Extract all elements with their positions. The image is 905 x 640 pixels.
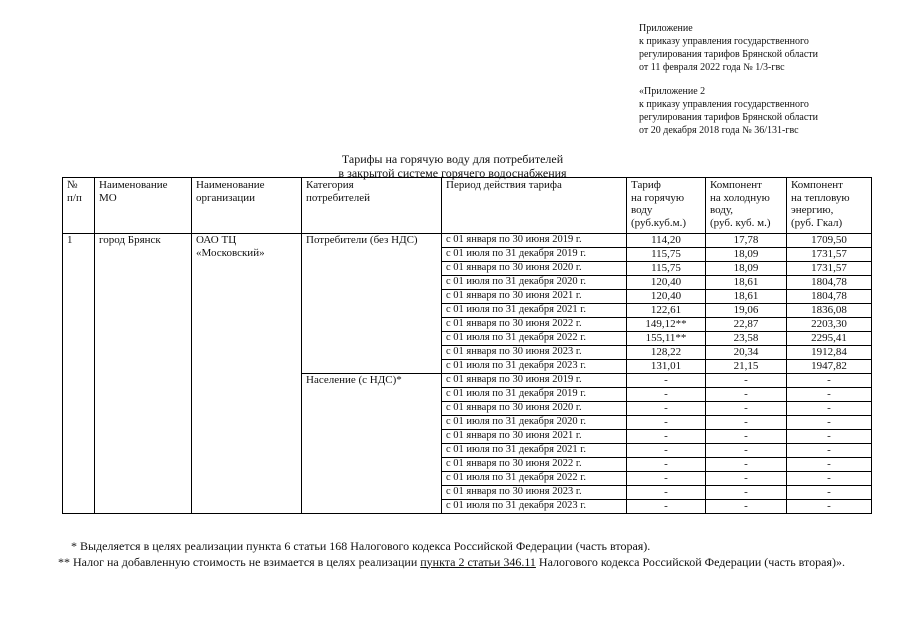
cold-water-component: 17,78 bbox=[706, 234, 787, 248]
tariff-period: с 01 января по 30 июня 2023 г. bbox=[442, 486, 627, 500]
heat-energy-component: - bbox=[787, 374, 872, 388]
tariff-period: с 01 июля по 31 декабря 2022 г. bbox=[442, 332, 627, 346]
heat-energy-component: 1804,78 bbox=[787, 276, 872, 290]
tariff-period: с 01 июля по 31 декабря 2021 г. bbox=[442, 444, 627, 458]
header-line: от 20 декабря 2018 года № 36/131-гвс bbox=[639, 125, 799, 136]
header-line: регулирования тарифов Брянской области bbox=[639, 49, 819, 60]
hot-water-tariff: 120,40 bbox=[627, 276, 706, 290]
organization: ОАО ТЦ «Московский» bbox=[192, 234, 302, 514]
cold-water-component: 20,34 bbox=[706, 346, 787, 360]
heat-energy-component: - bbox=[787, 430, 872, 444]
heat-energy-component: 1836,08 bbox=[787, 304, 872, 318]
table-row bbox=[63, 234, 872, 248]
hot-water-tariff: 120,40 bbox=[627, 290, 706, 304]
tariff-period: с 01 января по 30 июня 2019 г. bbox=[442, 234, 627, 248]
tariff-period: с 01 января по 30 июня 2023 г. bbox=[442, 346, 627, 360]
cold-water-component: - bbox=[706, 444, 787, 458]
tariff-period: с 01 июля по 31 декабря 2021 г. bbox=[442, 304, 627, 318]
tariff-period: с 01 июля по 31 декабря 2019 г. bbox=[442, 248, 627, 262]
header-num: № п/п bbox=[63, 178, 95, 234]
tariff-period: с 01 января по 30 июня 2020 г. bbox=[442, 402, 627, 416]
heat-energy-component: 2295,41 bbox=[787, 332, 872, 346]
tariff-period: с 01 января по 30 июня 2022 г. bbox=[442, 458, 627, 472]
heat-energy-component: - bbox=[787, 388, 872, 402]
hot-water-tariff: - bbox=[627, 416, 706, 430]
tariff-table bbox=[62, 177, 872, 514]
header-line: Приложение bbox=[639, 23, 693, 34]
hot-water-tariff: - bbox=[627, 402, 706, 416]
document-subtitle: в закрытой системе горячего водоснабжения bbox=[338, 166, 567, 180]
cold-water-component: 18,61 bbox=[706, 290, 787, 304]
hot-water-tariff: - bbox=[627, 486, 706, 500]
cold-water-component: - bbox=[706, 430, 787, 444]
heat-energy-component: 1804,78 bbox=[787, 290, 872, 304]
tariff-period: с 01 января по 30 июня 2021 г. bbox=[442, 290, 627, 304]
order-header bbox=[639, 22, 818, 74]
cold-water-component: - bbox=[706, 416, 787, 430]
heat-energy-component: 1947,82 bbox=[787, 360, 872, 374]
hot-water-tariff: - bbox=[627, 388, 706, 402]
row-number: 1 bbox=[63, 234, 95, 514]
header-period: Период действия тарифа bbox=[442, 178, 627, 234]
hot-water-tariff: - bbox=[627, 472, 706, 486]
hot-water-tariff: 131,01 bbox=[627, 360, 706, 374]
heat-energy-component: - bbox=[787, 486, 872, 500]
cold-water-component: 23,58 bbox=[706, 332, 787, 346]
heat-energy-component: - bbox=[787, 458, 872, 472]
hot-water-tariff: 115,75 bbox=[627, 248, 706, 262]
header-cold: Компонент на холодную воду, (руб. куб. м.) bbox=[706, 178, 787, 234]
cold-water-component: 21,15 bbox=[706, 360, 787, 374]
footnote-vat: * Выделяется в целях реализации пункта 6 статьи 168 Налогового кодекса Российской Федерации (часть вторая). bbox=[71, 539, 651, 553]
heat-energy-component: 2203,30 bbox=[787, 318, 872, 332]
hot-water-tariff: 114,20 bbox=[627, 234, 706, 248]
hot-water-tariff: 149,12** bbox=[627, 318, 706, 332]
cold-water-component: - bbox=[706, 500, 787, 514]
table-header-row bbox=[63, 178, 872, 234]
heat-energy-component: 1912,84 bbox=[787, 346, 872, 360]
heat-energy-component: - bbox=[787, 444, 872, 458]
hot-water-tariff: 128,22 bbox=[627, 346, 706, 360]
tariff-period: с 01 июля по 31 декабря 2019 г. bbox=[442, 388, 627, 402]
heat-energy-component: 1731,57 bbox=[787, 248, 872, 262]
cold-water-component: - bbox=[706, 486, 787, 500]
hot-water-tariff: 155,11** bbox=[627, 332, 706, 346]
hot-water-tariff: - bbox=[627, 500, 706, 514]
cold-water-component: - bbox=[706, 402, 787, 416]
hot-water-tariff: 115,75 bbox=[627, 262, 706, 276]
tariff-period: с 01 января по 30 июня 2022 г. bbox=[442, 318, 627, 332]
cold-water-component: 18,61 bbox=[706, 276, 787, 290]
tariff-period: с 01 января по 30 июня 2019 г. bbox=[442, 374, 627, 388]
consumer-category: Потребители (без НДС) bbox=[302, 234, 442, 374]
hot-water-tariff: - bbox=[627, 444, 706, 458]
cold-water-component: - bbox=[706, 472, 787, 486]
tariff-period: с 01 июля по 31 декабря 2022 г. bbox=[442, 472, 627, 486]
footnote-no-vat: ** Налог на добавленную стоимость не взимается в целях реализации пункта 2 статьи 346.11 Налогового кодекса Российской Федерации (часть вторая)». bbox=[58, 554, 845, 569]
heat-energy-component: - bbox=[787, 472, 872, 486]
consumer-category: Население (с НДС)* bbox=[302, 374, 442, 514]
header-mo: Наименование МО bbox=[95, 178, 192, 234]
hot-water-tariff: 122,61 bbox=[627, 304, 706, 318]
document-title: Тарифы на горячую воду для потребителей bbox=[341, 152, 564, 166]
tariff-period: с 01 июля по 31 декабря 2023 г. bbox=[442, 500, 627, 514]
hot-water-tariff: - bbox=[627, 430, 706, 444]
header-line: к приказу управления государственного bbox=[639, 99, 809, 110]
hot-water-tariff: - bbox=[627, 374, 706, 388]
cold-water-component: - bbox=[706, 458, 787, 472]
tariff-period: с 01 января по 30 июня 2021 г. bbox=[442, 430, 627, 444]
heat-energy-component: - bbox=[787, 500, 872, 514]
tariff-period: с 01 июля по 31 декабря 2023 г. bbox=[442, 360, 627, 374]
cold-water-component: 18,09 bbox=[706, 248, 787, 262]
law-link[interactable]: пункта 2 статьи 346.11 bbox=[420, 554, 536, 569]
cold-water-component: 18,09 bbox=[706, 262, 787, 276]
hot-water-tariff: - bbox=[627, 458, 706, 472]
header-line: «Приложение 2 bbox=[639, 86, 706, 97]
heat-energy-component: 1709,50 bbox=[787, 234, 872, 248]
header-tariff: Тариф на горячую воду (руб.куб.м.) bbox=[627, 178, 706, 234]
municipality: город Брянск bbox=[95, 234, 192, 514]
header-heat: Компонент на тепловую энергию, (руб. Гкал) bbox=[787, 178, 872, 234]
cold-water-component: - bbox=[706, 374, 787, 388]
tariff-period: с 01 июля по 31 декабря 2020 г. bbox=[442, 276, 627, 290]
header-org: Наименование организации bbox=[192, 178, 302, 234]
heat-energy-component: - bbox=[787, 416, 872, 430]
heat-energy-component: 1731,57 bbox=[787, 262, 872, 276]
header-line: к приказу управления государственного bbox=[639, 36, 809, 47]
cold-water-component: 22,87 bbox=[706, 318, 787, 332]
tariff-period: с 01 января по 30 июня 2020 г. bbox=[442, 262, 627, 276]
heat-energy-component: - bbox=[787, 402, 872, 416]
cold-water-component: - bbox=[706, 388, 787, 402]
header-line: от 11 февраля 2022 года № 1/3-гвс bbox=[639, 62, 785, 73]
tariff-period: с 01 июля по 31 декабря 2020 г. bbox=[442, 416, 627, 430]
header-line: регулирования тарифов Брянской области bbox=[639, 112, 819, 123]
footnotes bbox=[58, 539, 888, 570]
header-category: Категория потребителей bbox=[302, 178, 442, 234]
cold-water-component: 19,06 bbox=[706, 304, 787, 318]
appendix-header bbox=[639, 85, 818, 137]
